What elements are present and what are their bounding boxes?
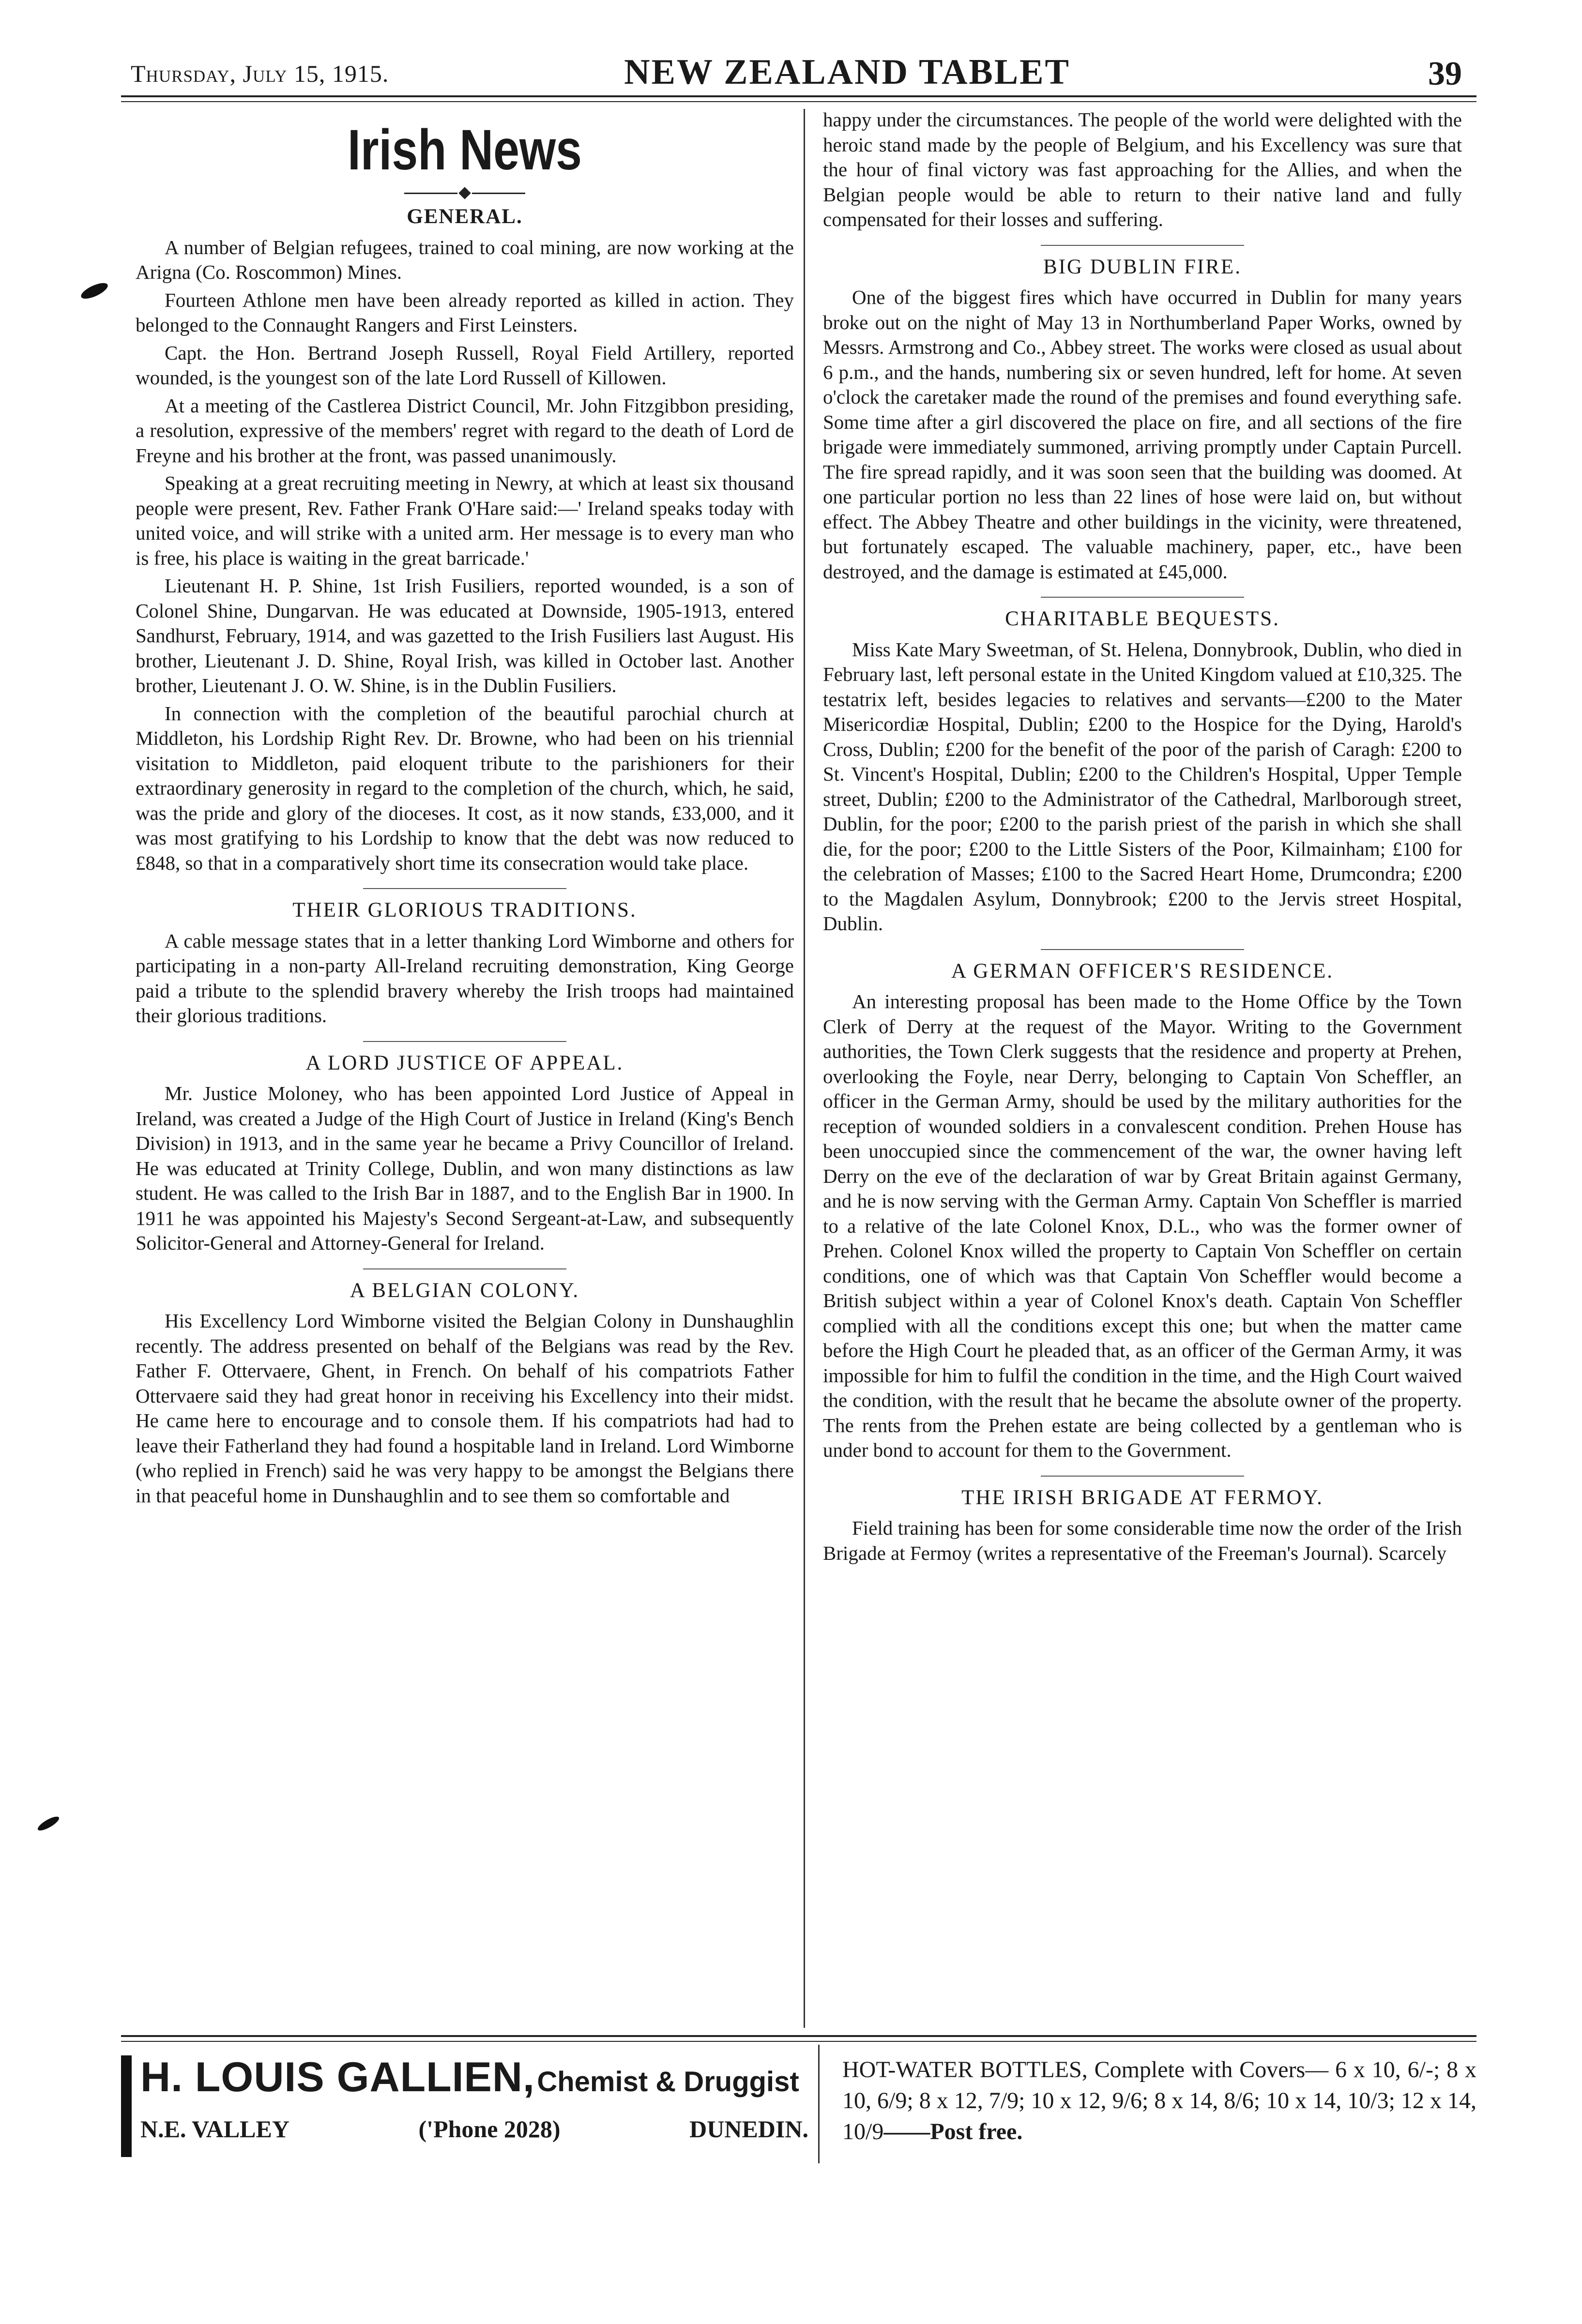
title-ornament [136, 189, 794, 197]
header-rule [121, 95, 1476, 97]
page-number: 39 [1428, 55, 1462, 92]
article-paragraph: In connection with the completion of the beautiful parochial church at Middleton, his Lordship Right Rev. Dr. Browne, who had been on his triennial visitation to Middleton, paid eloquent tribute to the parishioners for their extraordinary generosity in regard to the completion of the church, which, he said, was the pride and glory of the dioceses. It cost, as it now stands, £33,000, and it was most gratifying to his Lordship to know that the debt was now reduced to £848, so that in a comparatively short time its consecration would take place. [136, 702, 794, 874]
section-separator [1041, 245, 1244, 246]
heading-traditions: THEIR GLORIOUS TRADITIONS. [292, 899, 637, 921]
advertiser-city: DUNEDIN. [689, 2115, 808, 2143]
ad-price-list: HOT-WATER BOTTLES, Complete with Covers— 6 x 10, 6/-; 8 x 10, 6/9; 8 x 12, 7/9; 10 x 12, 9/6; 8 x 14, 8/6; 10 x 14, 10/3; 12 x 14, 10/9 [842, 2057, 1476, 2144]
article-paragraph: Fourteen Athlone men have been already reported as killed in action. They belonged to the Connaught Rangers and First Leinsters. [136, 288, 794, 336]
article-paragraph: His Excellency Lord Wimborne visited the Belgian Colony in Dunshaughlin recently. The address presented on behalf of the Belgians was read by the Rev. Father F. Ottervaere, Ghent, in French. On behalf of his compatriots Father Ottervaere said they had great honor in receiving his Excellency into their midst. He came here to encourage and to console them. If his compatriots had had to leave their Fatherland they had found a hospitable land in Ireland. Lord Wimborne (who replied in French) said he was very happy to be amongst the Belgians there in that peaceful home in Dunshaughlin and to see them so comfortable and [136, 1310, 794, 1507]
footer-rule-thin [121, 2041, 1476, 2042]
heading-belgian-colony: A BELGIAN COLONY. [350, 1279, 580, 1302]
ornament-bar [404, 193, 457, 194]
page-header [121, 51, 1476, 104]
heading-charitable-bequests: CHARITABLE BEQUESTS. [1005, 607, 1280, 630]
ad-post-free: ——Post free. [883, 2119, 1023, 2144]
left-column [136, 111, 794, 1511]
article-paragraph: A number of Belgian refugees, trained to coal mining, are now working at the Arigna (Co. Roscommon) Mines. [136, 236, 794, 283]
article-paragraph: Miss Kate Mary Sweetman, of St. Helena, Donnybrook, Dublin, who died in February last, left personal estate in the United Kingdom valued at £10,325. The testatrix left, besides legacies to relatives and servants—£200 to the Mater Misericordiæ Hospital, Dublin; £200 to the Hospice for the Dying, Harold's Cross, Dublin; £200 for the benefit of the poor of the parish of Caragh: £200 to St. Vincent's Hospital, Dublin; £200 to the Children's Hospital, Upper Temple street, Dublin; £200 to the Administrator of the Cathedral, Marlborough street, Dublin, for the poor; £200 to the parish priest of the parish in which she shall die, for the poor; £200 to the Little Sisters of the Poor, Kilmainham; £100 for the celebration of Masses; £100 to the Sacred Heart Home, Drumcondra; £200 to the Magdalen Asylum, Donnybrook; £200 to the Jervis street Hospital, Dublin. [823, 638, 1462, 935]
ink-mark [79, 280, 110, 302]
section-separator [1041, 1476, 1244, 1477]
advertiser-phone: ('Phone 2028) [418, 2115, 561, 2143]
diamond-icon [458, 187, 471, 199]
footer-divider [818, 2045, 820, 2163]
article-continuation: happy under the circumstances. The people of the world were delighted with the heroic stand made by the people of Belgium, and his Excellency was sure that the hour of final victory was fast approaching for the Allies, and when the Belgian people would be able to return to their native land and fully compensated for their losses and suffering. [823, 108, 1462, 230]
section-separator [1041, 597, 1244, 598]
heading-lord-justice: A LORD JUSTICE OF APPEAL. [305, 1051, 624, 1074]
advertiser-trade: Chemist & Druggist [537, 2066, 799, 2098]
heading-irish-brigade: THE IRISH BRIGADE AT FERMOY. [961, 1486, 1323, 1509]
header-date: Thursday, July 15, 1915. [131, 60, 389, 87]
right-column [823, 107, 1462, 1569]
hot-water-bottles-ad [842, 2054, 1476, 2147]
footer-rule [121, 2035, 1476, 2037]
section-separator [1041, 949, 1244, 950]
heading-general: GENERAL. [407, 205, 523, 228]
article-paragraph: Capt. the Hon. Bertrand Joseph Russell, Royal Field Artillery, reported wounded, is the youngest son of the late Lord Russell of Killowen. [136, 341, 794, 389]
column-divider [804, 109, 805, 2028]
ad-bar-decoration [121, 2055, 132, 2157]
header-rule-thin [121, 101, 1476, 102]
article-paragraph: At a meeting of the Castlerea District Council, Mr. John Fitzgibbon presiding, a resolution, expressive of the members' regret with regard to the death of Lord de Freyne and his brother at the front, was passed unanimously. [136, 394, 794, 467]
advertiser-address [140, 2115, 808, 2143]
ink-mark [36, 1814, 61, 1833]
section-title: Irish News [347, 118, 582, 182]
heading-german-officer: A GERMAN OFFICER'S RESIDENCE. [951, 959, 1334, 982]
advertiser-name: H. LOUIS GALLIEN, [140, 2054, 535, 2100]
masthead-title: NEW ZEALAND TABLET [624, 52, 1070, 92]
ornament-bar [472, 193, 525, 194]
section-separator [363, 888, 566, 889]
article-paragraph: One of the biggest fires which have occurred in Dublin for many years broke out on the night of May 13 in Northumberland Paper Works, owned by Messrs. Armstrong and Co., Abbey street. The works were closed as usual about 6 p.m., and the hands, numbering six or seven hundred, left for home. At seven o'clock the caretaker made the round of the premises and found everything safe. Some time after a girl discovered the place on fire, and all sections of the fire brigade were immediately summoned, arriving promptly under Captain Purcell. The fire spread rapidly, and it was soon seen that the building was doomed. At one particular portion no less than 22 lines of hose were laid on, but without effect. The Abbey Theatre and other buildings in the vicinity, were threatened, but fortunately escaped. The valuable machinery, paper, etc., have been destroyed, and the damage is estimated at £45,000. [823, 286, 1462, 583]
footer-advertisement [121, 2045, 1476, 2171]
article-paragraph: Lieutenant H. P. Shine, 1st Irish Fusiliers, reported wounded, is a son of Colonel Shine, Dungarvan. He was educated at Downside, 1905-1913, entered Sandhurst, February, 1914, and was gazetted to the Irish Fusiliers last August. His brother, Lieutenant J. D. Shine, Royal Irish, was killed in October last. Another brother, Lieutenant J. O. W. Shine, is in the Dublin Fusiliers. [136, 574, 794, 696]
heading-dublin-fire: BIG DUBLIN FIRE. [1043, 255, 1242, 278]
article-paragraph: A cable message states that in a letter thanking Lord Wimborne and others for participating in a non-party All-Ireland recruiting demonstration, King George paid a tribute to the splendid bravery whereby the Irish troops had maintained their glorious traditions. [136, 929, 794, 1026]
advertiser-place: N.E. VALLEY [140, 2115, 289, 2143]
article-paragraph: An interesting proposal has been made to the Home Office by the Town Clerk of Derry at the request of the Mayor. Writing to the Government authorities, the Town Clerk suggests that the residence and property at Prehen, overlooking the Foyle, near Derry, belonging to Captain Von Scheffler, an officer in the German Army, should be used by the military authorities for the reception of wounded soldiers in a convalescent condition. Prehen House has been unoccupied since the commencement of the war, the owner having left Derry on the eve of the declaration of war by Great Britain against Germany, and he is now serving with the German Army. Captain Von Scheffler is married to a relative of the late Colonel Knox, D.L., who was the former owner of Prehen. Colonel Knox willed the property to Captain Von Scheffler on certain conditions, one of which was that Captain Von Scheffler would become a British subject within a year of Colonel Knox's death. Captain Von Scheffler complied with all the conditions except this one; but when the matter came before the High Court he pleaded that, as an officer of the German Army, it was impossible for him to fulfil the condition in the time, and the High Court waived the condition, with the result that he became the absolute owner of the property. The rents from the Prehen estate are being collected by a gentleman who is under bond to account for them to the Government. [823, 990, 1462, 1461]
article-paragraph: Field training has been for some considerable time now the order of the Irish Brigade at Fermoy (writes a representative of the Freeman's Journal). Scarcely [823, 1517, 1462, 1564]
article-paragraph: Mr. Justice Moloney, who has been appointed Lord Justice of Appeal in Ireland, was created a Judge of the High Court of Justice in Ireland (King's Bench Division) in 1913, and in the same year he became a Privy Councillor of Ireland. He was educated at Trinity College, Dublin, and won many distinctions as law student. He was called to the Irish Bar in 1887, and to the English Bar in 1900. In 1911 he was appointed his Majesty's Second Sergeant-at-Law, and subsequently Solicitor-General and Attorney-General for Ireland. [136, 1082, 794, 1254]
advertiser-name-line [140, 2053, 799, 2101]
article-paragraph: Speaking at a great recruiting meeting in Newry, at which at least six thousand people were present, Rev. Father Frank O'Hare said:—' Ireland speaks today with united voice, and will strike with a united arm. Her message is to every man who is free, his place is waiting in the great barricade.' [136, 472, 794, 569]
section-separator [363, 1041, 566, 1042]
section-separator [363, 1268, 566, 1269]
